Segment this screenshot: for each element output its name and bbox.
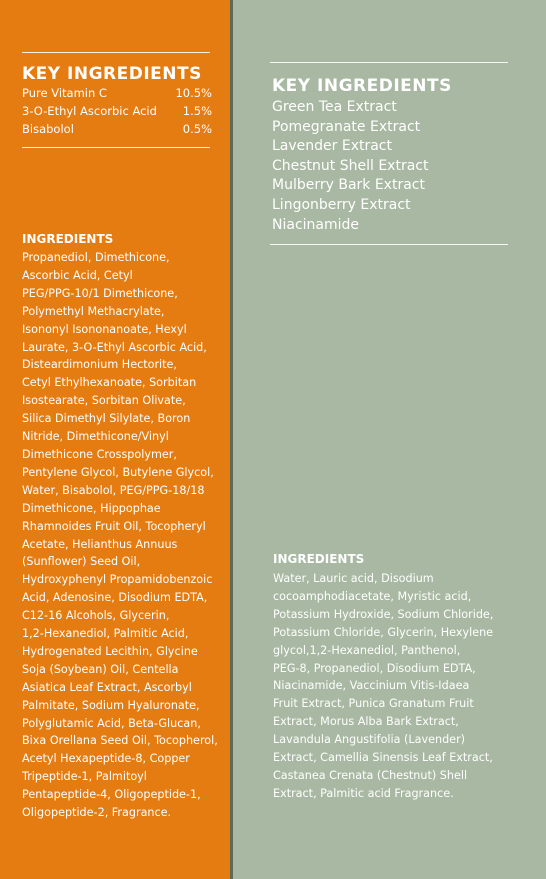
- key-ingredient-percent: 10.5%: [175, 86, 212, 100]
- right-top-rule: [270, 62, 508, 63]
- left-ingredients-title: INGREDIENTS: [22, 232, 114, 246]
- key-ingredient-item: Green Tea Extract: [272, 99, 397, 115]
- key-ingredient-name: 3-O-Ethyl Ascorbic Acid: [22, 104, 157, 118]
- ingredients-line: Extract, Palmitic acid Fragrance.: [273, 786, 454, 800]
- ingredients-line: 1,2-Hexanediol, Palmitic Acid,: [22, 627, 189, 641]
- key-ingredient-percent: 0.5%: [182, 122, 212, 136]
- key-ingredient-name: Bisabolol: [22, 122, 74, 136]
- ingredients-line: Acetyl Hexapeptide-8, Copper: [22, 752, 190, 766]
- ingredients-line: Isostearate, Sorbitan Olivate,: [22, 394, 186, 408]
- left-key-ingredient-row: [22, 122, 212, 136]
- ingredients-line: Isononyl Isononanoate, Hexyl: [22, 322, 187, 336]
- ingredients-line: Dimethicone, Hippophae: [22, 501, 161, 515]
- ingredients-line: Rhamnoides Fruit Oil, Tocopheryl: [22, 519, 206, 533]
- left-key-ingredient-row: [22, 104, 212, 118]
- key-ingredient-name: Pure Vitamin C: [22, 86, 107, 100]
- key-ingredient-item: Chestnut Shell Extract: [272, 157, 429, 174]
- ingredients-line: Soja (Soybean) Oil, Centella: [22, 662, 179, 676]
- ingredients-line: Hydroxyphenyl Propamidobenzoic: [22, 573, 213, 587]
- ingredients-line: PEG-8, Propanediol, Disodium EDTA,: [273, 661, 476, 675]
- left-bottom-rule: [22, 147, 210, 148]
- right-bottom-rule: [270, 244, 508, 245]
- key-ingredient-item: Niacinamide: [272, 216, 360, 233]
- ingredients-line: Pentapeptide-4, Oligopeptide-1,: [22, 788, 201, 802]
- ingredients-line: Pentylene Glycol, Butylene Glycol,: [22, 465, 214, 479]
- ingredients-line: Silica Dimethyl Silylate, Boron: [22, 412, 191, 426]
- ingredients-line: Acid, Adenosine, Disodium EDTA,: [22, 591, 208, 605]
- key-ingredient-item: Pomegranate Extract: [272, 118, 421, 135]
- ingredients-line: Potassium Hydroxide, Sodium Chloride,: [273, 607, 494, 621]
- right-ingredients-list: [273, 570, 535, 803]
- ingredients-line: Polyglutamic Acid, Beta-Glucan,: [22, 716, 201, 730]
- ingredients-line: Cetyl Ethylhexanoate, Sorbitan: [22, 376, 197, 390]
- ingredients-line: Extract, Camellia Sinensis Leaf Extract,: [273, 751, 493, 765]
- ingredients-line: Polymethyl Methacrylate,: [22, 304, 165, 318]
- ingredients-line: Bixa Orellana Seed Oil, Tocopherol,: [22, 734, 218, 748]
- ingredients-line: C12-16 Alcohols, Glycerin,: [22, 609, 170, 623]
- ingredients-line: Ascorbic Acid, Cetyl: [22, 268, 133, 282]
- ingredients-line: Disteardimonium Hectorite,: [22, 358, 177, 372]
- ingredients-line: Propanediol, Dimethicone,: [22, 251, 170, 264]
- right-key-ingredients-list: [272, 98, 428, 235]
- ingredients-line: Tripeptide-1, Palmitoyl: [22, 770, 147, 784]
- ingredients-line: Hydrogenated Lecithin, Glycine: [22, 644, 198, 658]
- left-top-rule: [22, 52, 210, 53]
- ingredients-line: (Sunflower) Seed Oil,: [22, 555, 141, 569]
- ingredients-line: Water, Bisabolol, PEG/PPG-18/18: [22, 483, 205, 497]
- right-key-ingredients-title: KEY INGREDIENTS: [272, 76, 452, 96]
- key-ingredient-percent: 1.5%: [182, 104, 212, 118]
- ingredients-line: Laurate, 3-O-Ethyl Ascorbic Acid,: [22, 340, 207, 354]
- left-key-ingredient-row: [22, 86, 212, 100]
- key-ingredient-item: Lavender Extract: [272, 138, 392, 155]
- ingredients-line: Fruit Extract, Punica Granatum Fruit: [273, 697, 474, 711]
- ingredients-line: Castanea Crenata (Chestnut) Shell: [273, 768, 468, 782]
- ingredients-line: PEG/PPG-10/1 Dimethicone,: [22, 286, 178, 300]
- ingredients-line: Nitride, Dimethicone/Vinyl: [22, 430, 169, 444]
- ingredients-line: Lavandula Angustifolia (Lavender): [273, 733, 466, 747]
- ingredients-line: Niacinamide, Vaccinium Vitis-Idaea: [273, 679, 470, 693]
- key-ingredient-item: Lingonberry Extract: [272, 196, 411, 213]
- ingredients-line: Asiatica Leaf Extract, Ascorbyl: [22, 680, 192, 694]
- ingredients-line: Dimethicone Crosspolymer,: [22, 447, 177, 461]
- ingredients-line: Palmitate, Sodium Hyaluronate,: [22, 698, 200, 712]
- ingredients-line: glycol,1,2-Hexanediol, Panthenol,: [273, 643, 461, 657]
- left-key-ingredients-title: KEY INGREDIENTS: [22, 64, 202, 84]
- ingredients-line: Oligopeptide-2, Fragrance.: [22, 806, 172, 820]
- ingredients-line: cocoamphodiacetate, Myristic acid,: [273, 589, 472, 603]
- key-ingredient-item: Mulberry Bark Extract: [272, 177, 425, 194]
- ingredients-line: Extract, Morus Alba Bark Extract,: [273, 715, 459, 729]
- left-ingredients-list: [22, 249, 222, 822]
- right-ingredients-title: INGREDIENTS: [273, 552, 365, 566]
- ingredients-line: Potassium Chloride, Glycerin, Hexylene: [273, 625, 494, 639]
- ingredients-line: Water, Lauric acid, Disodium: [273, 572, 434, 585]
- ingredients-line: Acetate, Helianthus Annuus: [22, 537, 178, 551]
